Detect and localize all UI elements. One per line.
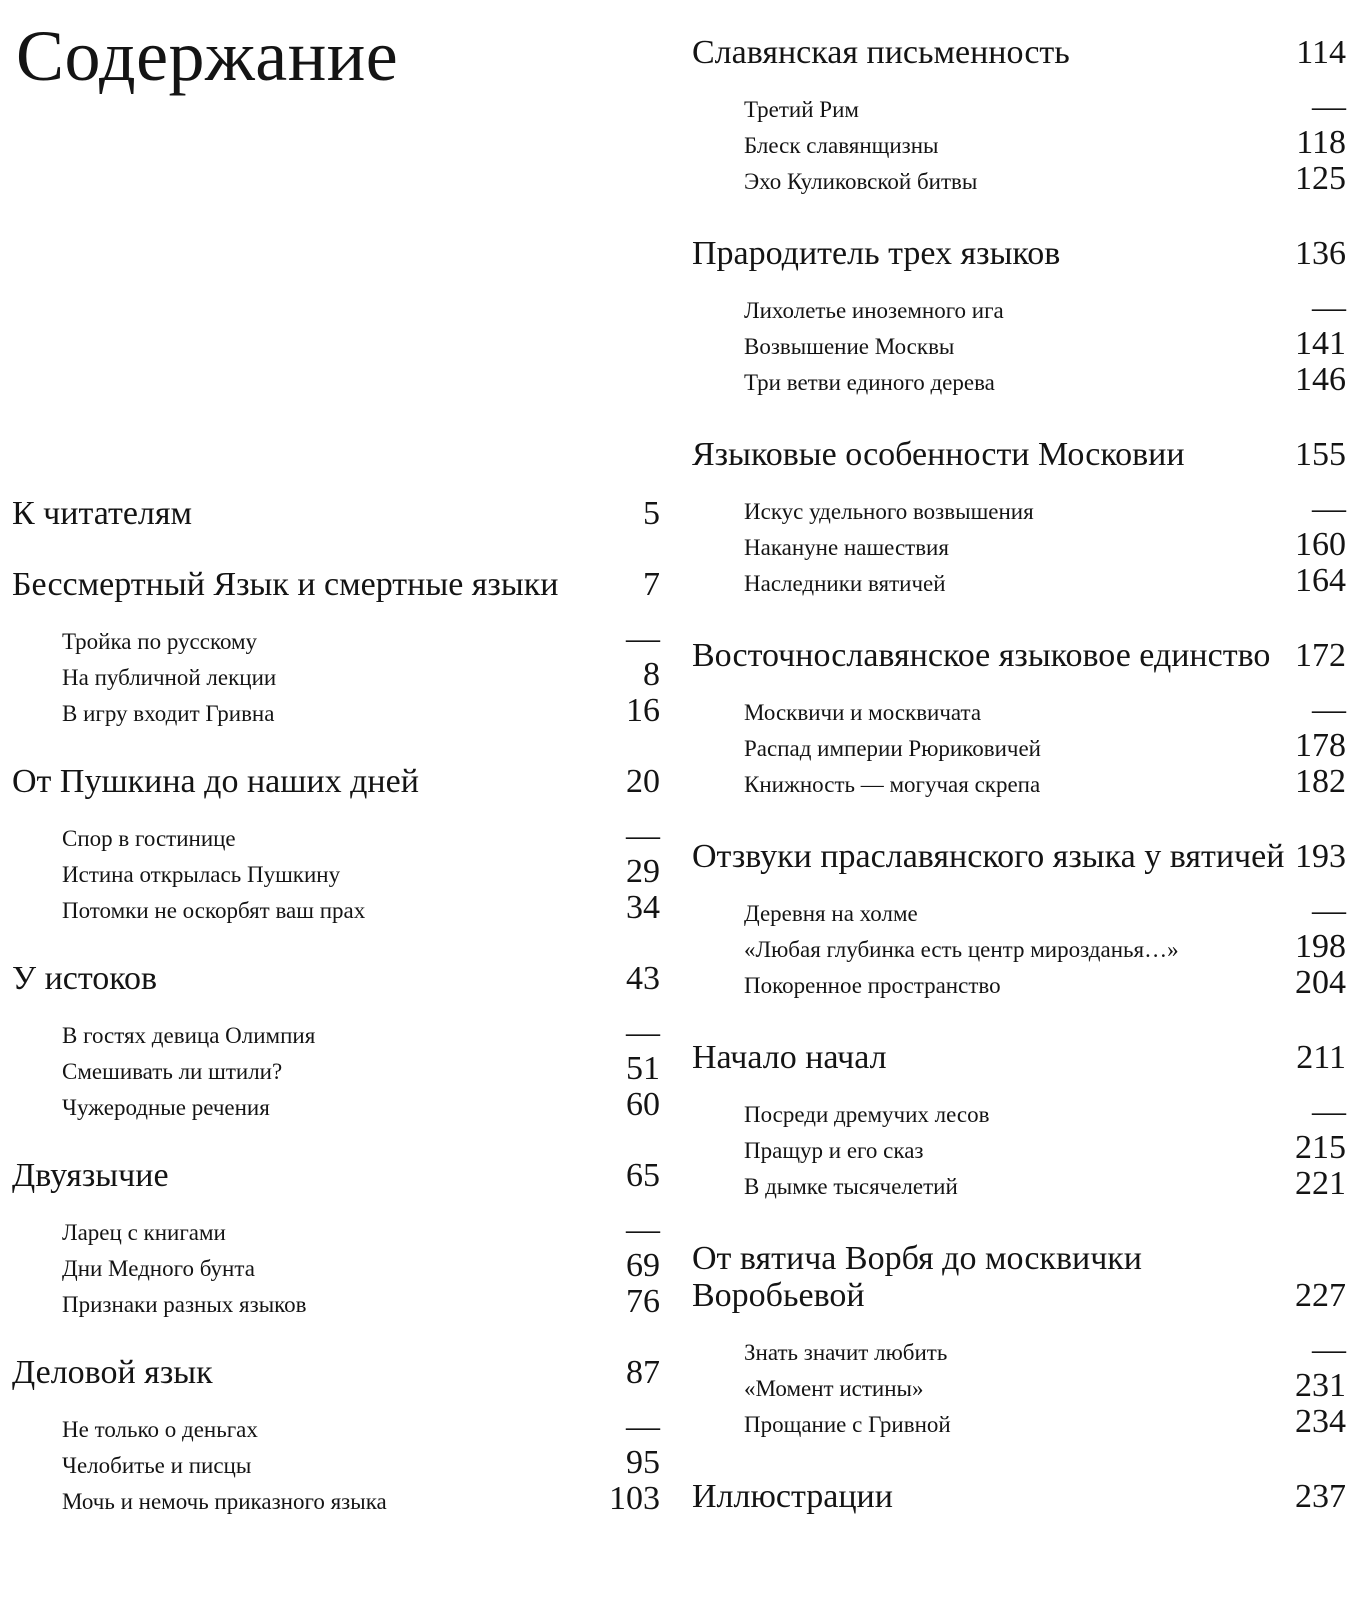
toc-chapter [12,1354,660,1517]
subsection-title: Челобитье и писцы [62,1453,252,1478]
subsection-page-number: — [1312,289,1346,326]
subsection-title: В игру входит Гривна [62,701,275,726]
subsection-page-number: 51 [626,1050,660,1087]
toc-subsection[interactable] [12,1284,660,1320]
subsection-title: Мочь и немочь приказного языка [62,1489,387,1514]
subsection-page-number: 16 [626,692,660,729]
subsection-title: Искус удельного возвышения [744,499,1034,524]
toc-subsection[interactable] [12,818,660,854]
subsection-title: Лихолетье иноземного ига [744,298,1004,323]
chapter-heading[interactable] [692,1478,1346,1515]
chapter-page-number: 65 [626,1157,660,1194]
toc-subsection[interactable] [692,125,1346,161]
subsection-page-number: 118 [1296,124,1346,161]
subsection-page-number: — [1312,88,1346,125]
chapter-page-number: 5 [643,495,660,532]
chapter-page-number: 155 [1295,436,1346,473]
subsection-page-number: 95 [626,1444,660,1481]
subsection-title: В гостях девица Олимпия [62,1023,316,1048]
subsection-title: В дымке тысячелетий [744,1174,958,1199]
chapter-heading[interactable] [692,1240,1346,1314]
chapter-heading[interactable] [12,1157,660,1194]
subsection-title: Тройка по русскому [62,629,258,654]
subsection-list [692,290,1346,398]
toc-subsection[interactable] [692,491,1346,527]
chapter-title: Двуязычие [12,1157,169,1194]
subsection-page-number: 29 [626,853,660,890]
chapter-page-number: 43 [626,960,660,997]
toc-chapter [692,34,1346,197]
subsection-title: Истина открылась Пушкину [62,862,341,887]
subsection-title: Покоренное пространство [744,973,1001,998]
chapter-page-number: 136 [1295,235,1346,272]
subsection-title: Москвичи и москвичата [744,700,982,725]
page-title: Содержание [16,16,399,96]
toc-subsection[interactable] [12,1409,660,1445]
toc-subsection[interactable] [692,764,1346,800]
subsection-page-number: 234 [1295,1403,1346,1440]
toc-subsection[interactable] [692,563,1346,599]
subsection-title: Спор в гостинице [62,826,236,851]
chapter-title: Деловой язык [12,1354,213,1391]
subsection-page-number: — [626,1408,660,1445]
toc-subsection[interactable] [692,89,1346,125]
chapter-heading[interactable] [12,763,660,800]
subsection-title: «Момент истины» [744,1376,924,1401]
subsection-page-number: 215 [1295,1129,1346,1166]
subsection-title: Чужеродные речения [62,1095,270,1120]
subsection-title: Наследники вятичей [744,571,946,596]
subsection-title: Ларец с книгами [62,1220,226,1245]
subsection-page-number: — [626,620,660,657]
subsection-title: Блеск славянщизны [744,133,939,158]
toc-subsection[interactable] [692,965,1346,1001]
subsection-title: Возвышение Москвы [744,334,955,359]
chapter-heading[interactable] [12,566,660,603]
toc-chapter [692,1039,1346,1202]
toc-subsection[interactable] [692,362,1346,398]
chapter-title: От вятича Ворбя до москвички Воробьевой [692,1240,1143,1314]
subsection-page-number: 76 [626,1283,660,1320]
subsection-list [12,1212,660,1320]
subsection-list [12,1409,660,1517]
subsection-title: Знать значит любить [744,1340,948,1365]
toc-chapter [692,235,1346,398]
toc-chapter [692,436,1346,599]
toc-chapter [12,763,660,926]
chapter-heading[interactable] [12,495,660,532]
subsection-list [12,818,660,926]
chapter-page-number: 193 [1295,838,1346,875]
chapter-heading[interactable] [12,960,660,997]
chapter-heading[interactable] [12,1354,660,1391]
subsection-page-number: 60 [626,1086,660,1123]
toc-chapter [692,838,1346,1001]
subsection-page-number: — [626,1211,660,1248]
subsection-list [692,89,1346,197]
chapter-title: От Пушкина до наших дней [12,763,419,800]
subsection-title: Прощание с Гривной [744,1412,951,1437]
subsection-page-number: 198 [1295,928,1346,965]
toc-subsection[interactable] [12,1445,660,1481]
chapter-title: Славянская письменность [692,34,1070,71]
chapter-title: Восточнославянское языковое единство [692,637,1271,674]
subsection-title: Три ветви единого дерева [744,370,995,395]
chapter-heading[interactable] [692,838,1346,875]
chapter-title: Начало начал [692,1039,887,1076]
chapter-title: Языковые особенности Московии [692,436,1185,473]
chapter-heading[interactable] [692,1039,1346,1076]
subsection-page-number: 221 [1295,1165,1346,1202]
toc-subsection[interactable] [692,1094,1346,1130]
subsection-page-number: 231 [1295,1367,1346,1404]
subsection-list [12,1015,660,1123]
chapter-title: Прародитель трех языков [692,235,1061,272]
toc-subsection[interactable] [692,692,1346,728]
chapter-page-number: 227 [1295,1277,1346,1314]
toc-subsection[interactable] [12,1481,660,1517]
subsection-page-number: 146 [1295,361,1346,398]
toc-subsection[interactable] [12,1051,660,1087]
chapter-page-number: 87 [626,1354,660,1391]
subsection-title: Третий Рим [744,97,859,122]
toc-subsection[interactable] [692,527,1346,563]
chapter-heading[interactable] [692,34,1346,71]
toc-subsection[interactable] [12,621,660,657]
chapter-page-number: 237 [1295,1478,1346,1515]
subsection-page-number: — [1312,1331,1346,1368]
toc-chapter [12,1157,660,1320]
toc-subsection[interactable] [12,657,660,693]
chapter-page-number: 211 [1296,1039,1346,1076]
toc-subsection[interactable] [12,1087,660,1123]
subsection-list [12,621,660,729]
chapter-page-number: 20 [626,763,660,800]
subsection-title: «Любая глубинка есть центр мирозданья…» [744,937,1179,962]
chapter-page-number: 7 [643,566,660,603]
toc-subsection[interactable] [692,1404,1346,1440]
chapter-title: К читателям [12,495,193,532]
subsection-page-number: — [1312,691,1346,728]
chapter-heading[interactable] [692,235,1346,272]
toc-subsection[interactable] [692,929,1346,965]
subsection-list [692,692,1346,800]
toc-subsection[interactable] [12,693,660,729]
toc-chapter [692,1240,1346,1440]
toc-chapter [12,566,660,729]
subsection-title: На публичной лекции [62,665,277,690]
subsection-page-number: — [1312,1093,1346,1130]
toc-subsection[interactable] [12,890,660,926]
toc-subsection[interactable] [692,1332,1346,1368]
chapter-heading[interactable] [692,436,1346,473]
subsection-page-number: — [626,817,660,854]
toc-subsection[interactable] [692,893,1346,929]
subsection-page-number: — [1312,892,1346,929]
toc-subsection[interactable] [12,1015,660,1051]
subsection-page-number: 8 [643,656,660,693]
subsection-page-number: 69 [626,1247,660,1284]
subsection-title: Дни Медного бунта [62,1256,255,1281]
subsection-page-number: 160 [1295,526,1346,563]
subsection-title: Потомки не оскорбят ваш прах [62,898,366,923]
subsection-page-number: 178 [1295,727,1346,764]
toc-subsection[interactable] [692,290,1346,326]
subsection-list [692,1094,1346,1202]
toc-subsection[interactable] [692,1368,1346,1404]
subsection-page-number: 125 [1295,160,1346,197]
chapter-title: Отзвуки праславянского языка у вятичей [692,838,1285,875]
subsection-title: Эхо Куликовской битвы [744,169,978,194]
subsection-title: Пращур и его сказ [744,1138,924,1163]
chapter-heading[interactable] [692,637,1346,674]
subsection-title: Посреди дремучих лесов [744,1102,990,1127]
subsection-title: Накануне нашествия [744,535,949,560]
subsection-page-number: 141 [1295,325,1346,362]
toc-subsection[interactable] [12,1212,660,1248]
subsection-title: Книжность — могучая скрепа [744,772,1041,797]
subsection-page-number: 164 [1295,562,1346,599]
subsection-list [692,1332,1346,1440]
chapter-title: Бессмертный Язык и смертные языки [12,566,559,603]
subsection-page-number: 103 [609,1480,660,1517]
chapter-title: У истоков [12,960,158,997]
subsection-page-number: — [1312,490,1346,527]
subsection-page-number: 182 [1295,763,1346,800]
toc-chapter [692,637,1346,800]
toc-chapter [12,495,660,532]
toc-subsection[interactable] [692,161,1346,197]
subsection-title: Не только о деньгах [62,1417,258,1442]
toc-subsection[interactable] [692,1130,1346,1166]
chapter-page-number: 114 [1296,34,1346,71]
subsection-list [692,893,1346,1001]
subsection-list [692,491,1346,599]
chapter-page-number: 172 [1295,637,1346,674]
subsection-page-number: 204 [1295,964,1346,1001]
toc-subsection[interactable] [12,1248,660,1284]
subsection-page-number: — [626,1014,660,1051]
chapter-title: Иллюстрации [692,1478,893,1515]
toc-subsection[interactable] [692,728,1346,764]
toc-subsection[interactable] [12,854,660,890]
toc-subsection[interactable] [692,326,1346,362]
toc-subsection[interactable] [692,1166,1346,1202]
toc-left-column [12,0,660,1517]
subsection-title: Смешивать ли штили? [62,1059,283,1084]
subsection-title: Распад империи Рюриковичей [744,736,1041,761]
subsection-title: Деревня на холме [744,901,918,926]
toc-chapter [12,960,660,1123]
toc-chapter [692,1478,1346,1515]
subsection-page-number: 34 [626,889,660,926]
subsection-title: Признаки разных языков [62,1292,307,1317]
toc-right-column [692,0,1346,1515]
